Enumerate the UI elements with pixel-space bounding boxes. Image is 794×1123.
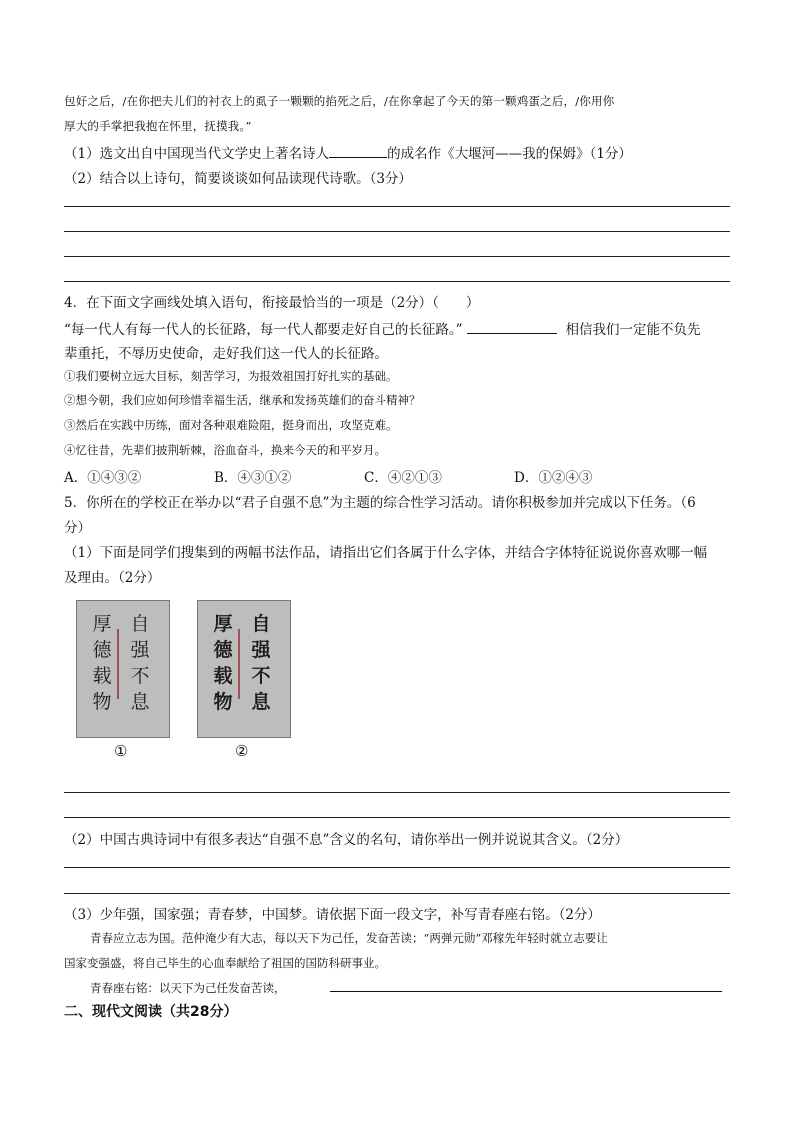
q5-passage-line2: 国家变强盛，将自己毕生的心血奉献给了祖国的国防科研事业。 bbox=[64, 956, 386, 970]
q4-blank[interactable] bbox=[467, 321, 557, 334]
q5-sub3: （3）少年强，国家强；青春梦，中国梦。请依据下面一段文字，补写青春座右铭。（2分） bbox=[64, 907, 601, 923]
answer-line[interactable] bbox=[64, 256, 730, 257]
q4-quote-line2: 辈重托，不辱历史使命，走好我们这一代人的长征路。 bbox=[64, 346, 388, 362]
q4-option-b[interactable]: B．④③①② bbox=[214, 470, 292, 486]
calligraphy-col-left: 厚 德 载 物 bbox=[92, 613, 112, 713]
answer-line[interactable] bbox=[64, 817, 730, 818]
q3-sub1-post: 的成名作《大堰河——我的保姆》（1分） bbox=[387, 146, 632, 162]
poem-line-2: 厚大的手掌把我抱在怀里，抚摸我。” bbox=[64, 119, 252, 133]
calligraphy-col-right: 自 强 不 息 bbox=[130, 613, 150, 713]
seal-mark bbox=[117, 629, 119, 699]
answer-line[interactable] bbox=[64, 281, 730, 282]
calligraphy-col-right: 自 强 不 息 bbox=[251, 613, 271, 713]
q4-quote-post: 相信我们一定能不负先 bbox=[565, 322, 701, 338]
q5-passage-line1: 青春应立志为国。范仲淹少有大志，每以天下为己任，发奋苦读；“两弹元勋”邓稼先年轻时就立志要让 bbox=[90, 931, 608, 945]
q4-item: ④忆往昔，先辈们披荆斩棘，浴血奋斗，换来今天的和平岁月。 bbox=[64, 443, 386, 457]
q3-sub1-pre: （1）选文出自中国现当代文学史上著名诗人 bbox=[64, 146, 330, 162]
answer-line[interactable] bbox=[64, 792, 730, 793]
q5-stem-line2: 分） bbox=[64, 520, 91, 536]
section-heading: 二、现代文阅读（共28分） bbox=[64, 1004, 238, 1020]
answer-line[interactable] bbox=[64, 231, 730, 232]
q4-quote bbox=[64, 318, 700, 338]
q4-option-d[interactable]: D．①②④③ bbox=[514, 470, 593, 486]
q5-stem-line1: 5．你所在的学校正在举办以“君子自强不息”为主题的综合性学习活动。请你积极参加并完成以下任务。（6 bbox=[64, 495, 696, 511]
q3-sub2: （2）结合以上诗句，简要谈谈如何品读现代诗歌。（3分） bbox=[64, 171, 412, 187]
q4-option-c[interactable]: C．④②①③ bbox=[364, 470, 442, 486]
calligraphy-col-left: 厚 德 载 物 bbox=[213, 613, 233, 713]
answer-line[interactable] bbox=[64, 867, 730, 868]
seal-mark bbox=[238, 629, 240, 699]
answer-line[interactable] bbox=[64, 206, 730, 207]
answer-line[interactable] bbox=[64, 893, 730, 894]
q5-sub1-line1: （1）下面是同学们搜集到的两幅书法作品，请指出它们各属于什么字体，并结合字体特征说说你喜欢哪一幅 bbox=[64, 545, 708, 561]
calligraphy-image-2 bbox=[197, 600, 291, 738]
calligraphy-number-1: ① bbox=[114, 742, 128, 760]
q5-sub2: （2）中国古典诗词中有很多表达“自强不息”含义的名句，请你举出一例并说说其含义。（2分） bbox=[64, 832, 629, 848]
q4-item: ①我们要树立远大目标，刻苦学习，为报效祖国打好扎实的基础。 bbox=[64, 369, 398, 383]
poem-line-1: 包好之后，/在你把夫儿们的衬衣上的虱子一颗颗的掐死之后，/在你拿起了今天的第一颗鸡蛋之后，/你用你 bbox=[64, 94, 615, 108]
q4-stem: 4．在下面文字画线处填入语句，衔接最恰当的一项是（2分）（ ） bbox=[64, 295, 480, 311]
q5-motto-prefix: 青春座右铭：以天下为己任发奋苦读， bbox=[90, 981, 286, 995]
q4-item: ②想今朝，我们应如何珍惜幸福生活，继承和发扬英雄们的奋斗精神？ bbox=[64, 393, 421, 407]
q4-option-a[interactable]: A．①④③② bbox=[64, 470, 142, 486]
q3-sub1 bbox=[64, 142, 632, 162]
calligraphy-image-1 bbox=[76, 600, 170, 738]
q4-item: ③然后在实践中历练，面对各种艰难险阻，挺身而出，攻坚克难。 bbox=[64, 418, 398, 432]
poet-blank[interactable] bbox=[329, 145, 387, 158]
q5-sub1-line2: 及理由。（2分） bbox=[64, 570, 161, 586]
motto-answer-line[interactable] bbox=[330, 991, 722, 992]
q4-quote-pre: “每一代人有每一代人的长征路，每一代人都要走好自己的长征路。” bbox=[64, 322, 463, 338]
calligraphy-number-2: ② bbox=[235, 742, 249, 760]
